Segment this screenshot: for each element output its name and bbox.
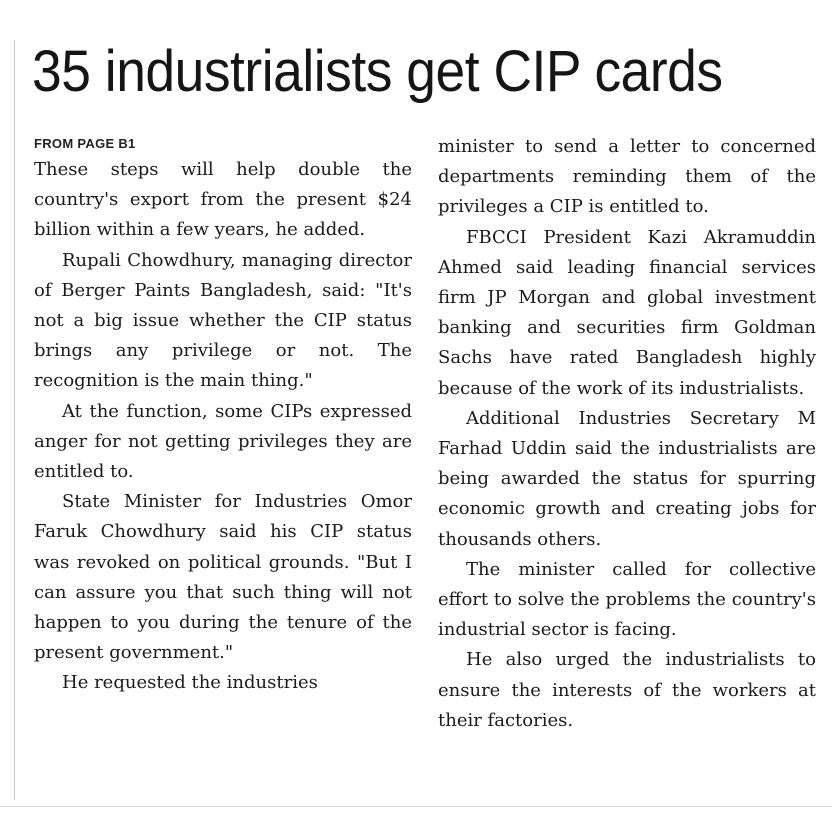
paragraph: FBCCI President Kazi Akramuddin Ahmed said leading financial services firm JP Morgan and global investment banking and securities firm Goldman Sachs have rated Bangladesh highly because of the work of its industrialists. [438,226,816,399]
paragraph: At the function, some CIPs expressed anger for not getting privileges they are entitled to. [34,400,412,483]
left-column-rule [14,40,15,800]
paragraph: He also urged the industrialists to ensure the interests of the workers at their factories. [438,649,816,731]
bottom-rule [0,806,832,807]
paragraph: These steps will help double the country's export from the present $24 billion within a few years, he added. [34,159,412,241]
paragraph: Rupali Chowdhury, managing director of Berger Paints Bangladesh, said: "It's not a big issue whether the CIP status brings any privilege or not. The recognition is the main thing." [34,249,412,392]
paragraph: The minister called for collective effort to solve the problems the country's industrial sector is facing. [438,558,816,641]
paragraph: He requested the industries [62,672,318,694]
right-column [438,132,816,736]
paragraph: State Minister for Industries Omor Faruk Chowdhury said his CIP status was revoked on political grounds. "But I can assure you that such thing will not happen to you during the tenure of the present government." [34,491,412,664]
headline: 35 industrialists get CIP cards [32,39,723,104]
continuation-kicker: FROM PAGE B1 [34,136,136,151]
paragraph: Additional Industries Secretary M Farhad Uddin said the industrialists are being awarded the status for spurring economic growth and creating jobs for thousands others. [438,407,816,550]
paragraph: minister to send a letter to concerned departments reminding them of the privileges a CIP is entitled to. [438,136,816,218]
left-column [34,155,412,699]
